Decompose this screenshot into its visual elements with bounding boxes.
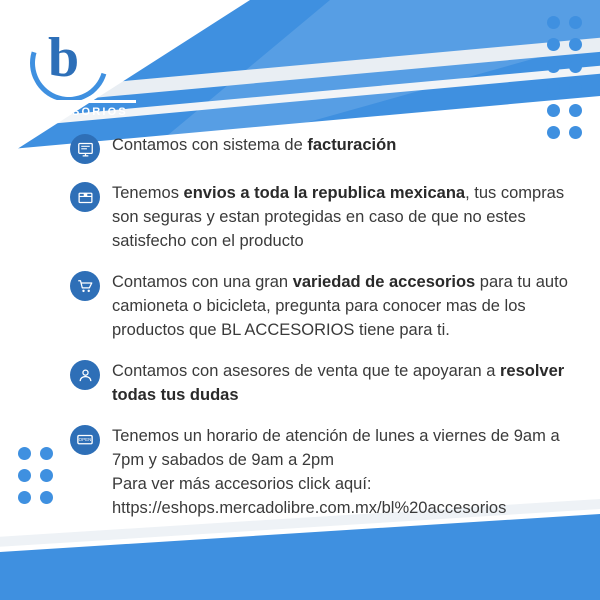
decorative-dot [18,447,31,460]
decorative-dot [547,82,560,95]
brand-logo [24,22,136,118]
decorative-dot [547,16,560,29]
feature-text-segment: https://eshops.mercadolibre.com.mx/bl%20accesorios [112,499,507,517]
feature-item [70,424,584,520]
decorative-dot [40,447,53,460]
feature-text-segment: Contamos con asesores de venta que te apoyaran a [112,362,500,380]
decorative-dot [40,491,53,504]
feature-text [112,133,396,157]
feature-item [70,270,584,342]
feature-text [112,359,584,407]
open-sign-icon [70,425,100,455]
feature-text-emphasis: facturación [307,136,397,154]
logo-divider [24,100,136,103]
shopping-cart-pin-icon [70,271,100,301]
decorative-dot [569,60,582,73]
feature-item [70,359,584,407]
logo-wordmark: ACCESORIOS [32,106,128,118]
decorative-dot [547,60,560,73]
decorative-dot [18,491,31,504]
decorative-dot [18,469,31,482]
feature-text-segment: Tenemos un horario de atención de lunes a viernes de 9am a 7pm y sabados de 9am a 2pm [112,427,560,469]
feature-item [70,133,584,164]
feature-text-segment: Para ver más accesorios click aquí: [112,475,372,493]
decorative-dot [569,16,582,29]
logo-letter: b [48,27,80,89]
feature-text-segment: Contamos con una gran [112,273,293,291]
decorative-dot [569,104,582,117]
invoice-monitor-icon [70,134,100,164]
dot-grid-top-right [547,16,582,139]
feature-item [70,181,584,253]
feature-text-emphasis: resolver todas tus dudas [112,362,565,404]
support-agent-icon [70,360,100,390]
feature-text-segment: para tu auto camioneta o bicicleta, pregunta para conocer mas de los productos que BL ACCESORIOS tiene para ti. [112,273,568,339]
feature-text [112,270,584,342]
feature-text-emphasis: envios a toda la republica mexicana [183,184,466,202]
decorative-dot [547,38,560,51]
feature-text-segment: Contamos con sistema de [112,136,308,154]
feature-text [112,181,584,253]
feature-text-emphasis: variedad de accesorios [292,273,476,291]
feature-list [70,133,584,537]
decorative-dot [569,38,582,51]
decorative-dot [40,469,53,482]
feature-text [112,424,584,520]
shipping-box-icon [70,182,100,212]
decorative-dot [547,104,560,117]
decorative-dot [569,82,582,95]
dot-grid-bottom-left [18,447,53,504]
svg-text:OPEN: OPEN [78,437,92,443]
feature-text-segment: , tus compras son seguras y estan protegidas en caso de que no estes satisfecho con el producto [112,184,565,250]
feature-text-segment: Tenemos [112,184,184,202]
